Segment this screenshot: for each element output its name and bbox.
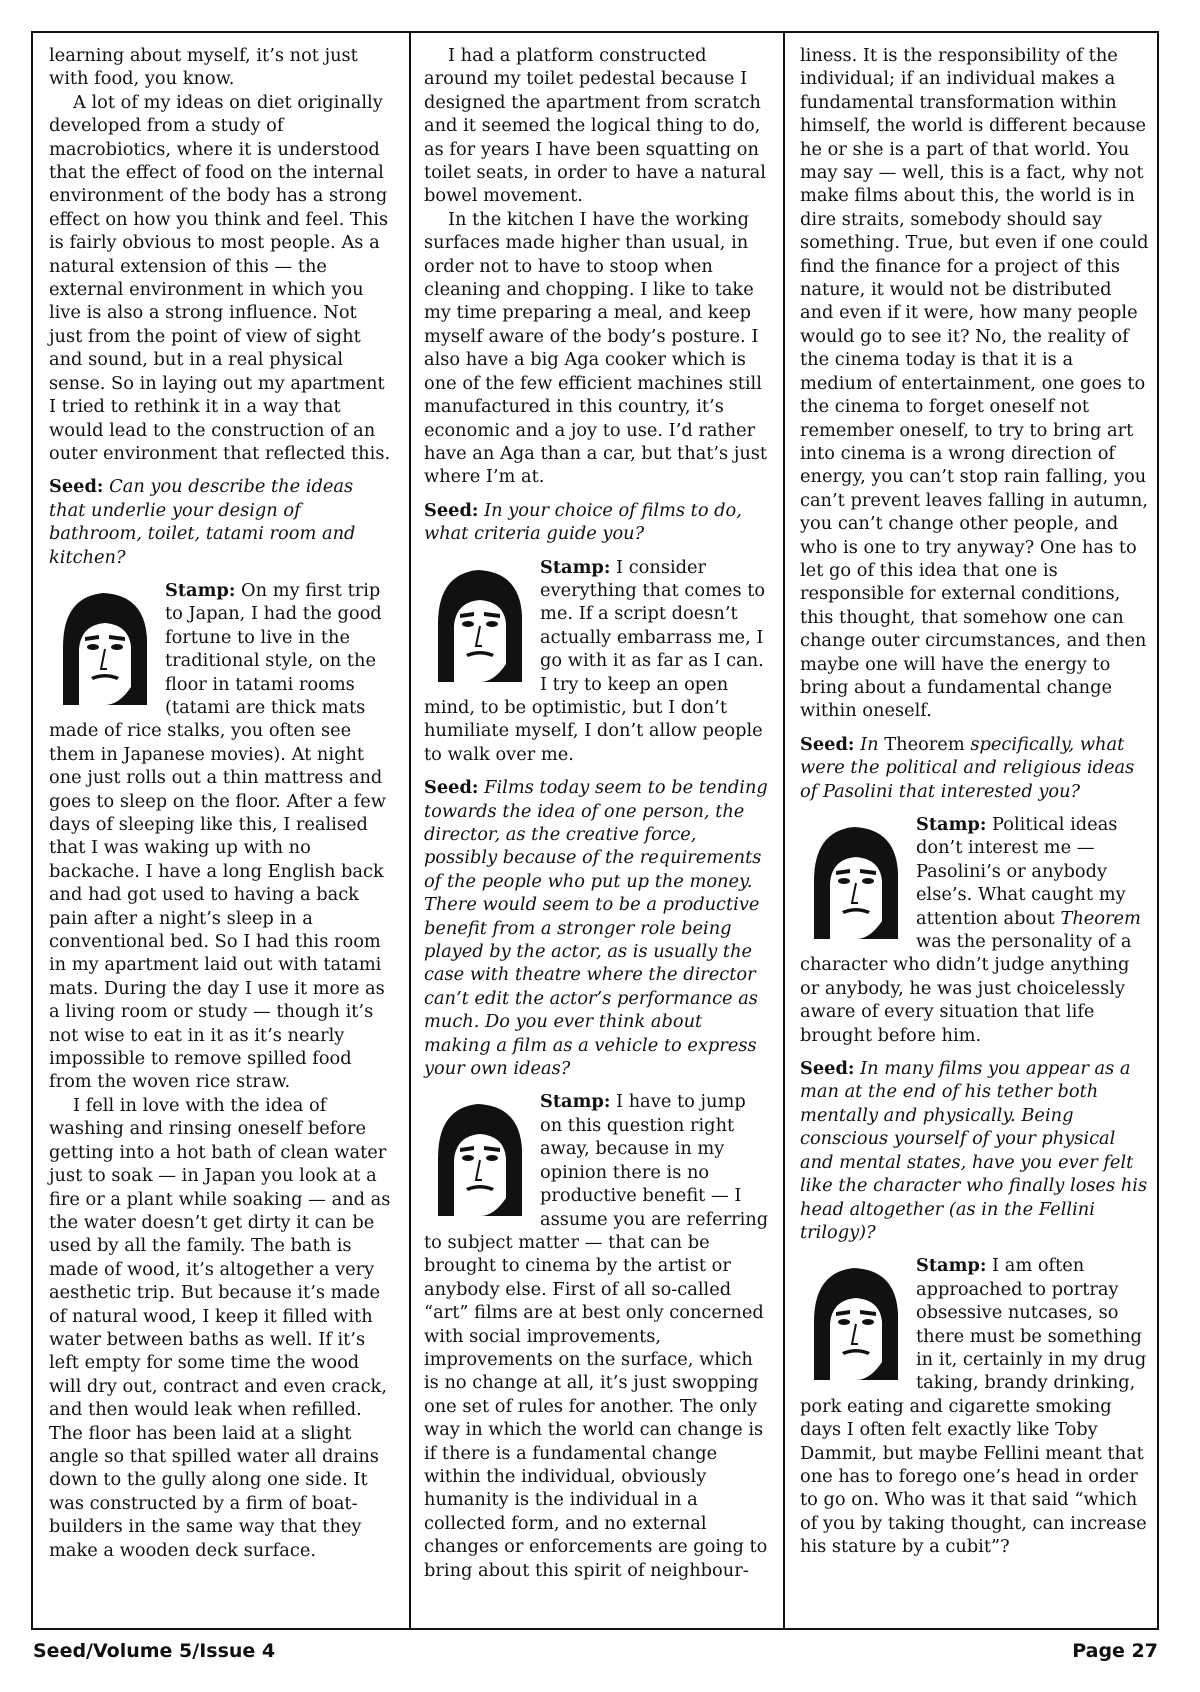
answer-text: I consider everything that comes to me. If a script doesn’t actually embarrass me, I go with it as far as I can. I try to keep an open mind, to be optimistic, but I don’t humiliate myself, I don’t allow people to walk over me. [424,556,766,765]
column-rule-2 [783,33,785,1628]
footer-page-number: Page 27 [1072,1640,1158,1662]
film-title: Theorem [1060,907,1141,929]
footer-issue: Seed/Volume 5/Issue 4 [33,1640,276,1662]
paragraph: I fell in love with the idea of washing and rinsing oneself before getting into a hot bath of clean water just to soak — in Japan you look at a fire or a plant while soaking — and as the water doesn’t get dirty it can be used by all the family. The bath is made of wood, it’s altogether a very aesthetic trip. But because it’s made of natural wood, I keep it filled with water between baths as well. If it’s left empty for some time the wood will dry out, contract and even crack, and then would leak when refilled. The floor has been laid at a slight angle so that spilled water all drains down to the gully along one side. It was constructed by a firm of boat-builders in the same way that they make a wooden deck surface. [49,1094,391,1561]
paragraph: In the kitchen I have the working surfaces made higher than usual, in order not to have to stoop when cleaning and chopping. I like to take my time preparing a meal, and keep myself aware of the body’s posture. I also have a big Aga cooker which is one of the few efficient machines still manufactured in this country, it’s economic and a joy to use. I’d rather have an Aga than a car, but that’s just where I’m at. [424,208,768,488]
answer-text: was the personality of a character who didn’t judge anything or anybody, he was just choicelessly aware of every situation that life brought before him. [800,931,1132,1046]
terence-stamp-portrait-image [800,1262,908,1380]
seed-question [800,1057,1150,1244]
column-3 [800,44,1150,1559]
paragraph: liness. It is the responsibility of the individual; if an individual makes a fundamental transformation within himself, the world is different because he or she is a part of that world. You may say — well, this is a fact, why not make films about this, the world is in dire straits, somebody should say something. True, but even if one could find the finance for a project of this nature, it would not be distributed and even if it were, how many people would go to see it? No, the reality of the cinema today is that it is a medium of entertainment, one goes to the cinema to forget oneself not remember oneself, to try to bring art into cinema is a wrong direction of energy, you can’t stop rain falling, you can’t prevent leaves falling in autumn, you can’t change other people, and who is one to try anyway? One has to let go of this idea that one is responsible for external conditions, this thought, that somehow one can change outer circumstances, and then maybe one will have the energy to bring about a fundamental change within oneself. [800,45,1149,722]
seed-question [800,733,1150,803]
terence-stamp-portrait-image [424,564,532,682]
seed-question [49,475,395,569]
speaker-label: Stamp: [540,1091,611,1113]
speaker-label: Stamp: [916,1255,987,1277]
question-text: In many films you appear as a man at the end of his tether both mentally and physically. Being conscious yourself of your physical and mental states, have you ever felt like the character who finally loses his head altogether (as in the Fellini trilogy)? [800,1058,1148,1243]
answer-text: I am often approached to portray obsessive nutcases, so there must be something in it, certainly in my drug taking, brandy drinking, pork eating and cigarette smoking days I often felt exactly like Toby Dammit, but maybe Fellini meant that one has to forego one’s head in order to go on. Who was it that said “which of you by taking thought, can increase his stature by a cubit”? [800,1255,1147,1558]
speaker-label: Seed: [424,777,479,799]
speaker-label: Seed: [800,1058,855,1080]
portrait-graphic [800,1262,908,1380]
speaker-label: Seed: [800,733,855,755]
film-title: Theorem [884,733,965,755]
question-text: Films today seem to be tending towards the idea of one person, the director, as the creative force, possibly because of the requirements of the people who put up the money. There would seem to be a productive benefit from a stronger role being played by the actor, as is usually the case with theatre where the director can’t edit the actor’s performance as much. Do you ever think about making a film as a vehicle to express your own ideas? [424,777,768,1080]
column-2 [424,44,770,1582]
portrait-graphic [49,587,157,705]
portrait-graphic [424,564,532,682]
speaker-label: Seed: [424,499,479,521]
question-text: In [860,733,879,755]
paragraph: A lot of my ideas on diet originally developed from a study of macrobiotics, where it is understood that the effect of food on the internal environment of the body has a strong effect on how you think and feel. This is fairly obvious to most people. As a natural extension of this — the external environment in which you live is also a strong influence. Not just from the point of view of sight and sound, but in a real physical sense. So in laying out my apartment I tried to rethink it in a way that would lead to the construction of an outer environment that reflected this. [49,91,391,464]
speaker-label: Stamp: [165,579,236,601]
seed-question [424,499,770,546]
question-text: specifically, what were the political and religious ideas of Pasolini that interested you? [800,733,1135,802]
paragraph: learning about myself, it’s not just with food, you know. [49,45,358,90]
terence-stamp-portrait-image [424,1098,532,1216]
speaker-label: Seed: [49,476,104,498]
question-text: Can you describe the ideas that underlie your design of bathroom, toilet, tatami room and kitchen? [49,476,356,568]
portrait-graphic [424,1098,532,1216]
portrait-graphic [800,821,908,939]
terence-stamp-portrait-image [800,821,908,939]
seed-question [424,776,770,1080]
speaker-label: Stamp: [540,556,611,578]
answer-text: I have to jump on this question right away, because in my opinion there is no productive benefit — I assume you are referring to subject matter — that can be brought to cinema by the artist or anybody else. First of all so-called “art” films are at best only concerned with social improvements, improvements on the surface, which is no change at all, it’s just swopping one set of rules for another. The only way in which the world can change is if there is a fundamental change within the individual, obviously humanity is the individual in a collected form, and no external changes or enforcements are going to bring about this spirit of neighbour- [424,1091,769,1581]
terence-stamp-portrait-image [49,587,157,705]
question-text: In your choice of films to do, what criteria guide you? [424,499,742,545]
answer-text: On my first trip to Japan, I had the good fortune to live in the traditional style, on the floor in tatami rooms (tatami are thick mats made of rice stalks, you often see them in Japanese movies). At night one just rolls out a thin mattress and goes to sleep on the floor. After a few days of sleeping like this, I realised that I was waking up with no backache. I have a long English back and had got used to having a back pain after a night’s sleep in a conventional bed. So I had this room in my apartment laid out with tatami mats. During the day I use it more as a living room or study — though it’s not wise to eat in it as it’s nearly impossible to remove spilled food from the woven rice straw. [49,579,386,1093]
column-rule-1 [409,33,411,1628]
paragraph: I had a platform constructed around my toilet pedestal because I designed the apartment from scratch and it seemed the logical thing to do, as for years I have been squatting on toilet seats, in order to have a natural bowel movement. [424,45,766,207]
answer-text: Political ideas don’t interest me — Pasolini’s or anybody else’s. What caught my attention about [916,814,1126,929]
speaker-label: Stamp: [916,814,987,835]
column-1 [49,44,395,1562]
